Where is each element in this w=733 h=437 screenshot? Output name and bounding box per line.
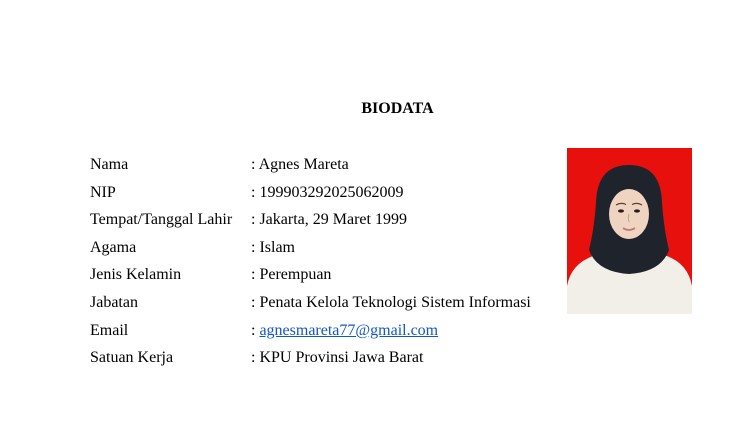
value-nip: 199903292025062009 [259,183,404,201]
value-agama: Islam [259,238,295,256]
separator: : [251,266,260,284]
label-email: Email [90,321,129,339]
label-jabatan: Jabatan [90,293,138,311]
separator: : [251,211,260,229]
separator: : [251,156,259,173]
value-agama-wrap [251,234,295,262]
label-nip: NIP [90,183,116,201]
separator: : [251,238,260,256]
left-eye [618,209,624,212]
profile-photo [567,148,692,314]
value-nama-wrap [251,151,349,179]
label-tempat-tanggal-lahir: Tempat/Tanggal Lahir [90,211,233,229]
value-jk-wrap [251,261,331,289]
value-sk-wrap [251,344,423,372]
label-agama: Agama [90,238,137,256]
separator: : [251,321,260,339]
value-jenis-kelamin: Perempuan [259,266,332,284]
label-nama: Nama [90,156,129,173]
value-nama: Agnes Mareta [258,156,349,173]
separator: : [251,183,260,201]
value-satuan-kerja: KPU Provinsi Jawa Barat [259,349,424,367]
value-tempat-tanggal-lahir: Jakarta, 29 Maret 1999 [259,211,407,229]
value-nip-wrap [251,179,403,207]
separator: : [251,293,260,311]
right-eye [634,209,640,212]
portrait-image [567,148,692,314]
email-link[interactable]: agnesmareta77@gmail.com [259,321,439,339]
value-email-wrap [251,317,438,345]
value-jabatan-wrap [251,289,531,317]
value-jabatan: Penata Kelola Teknologi Sistem Informasi [259,293,531,311]
separator: : [251,349,260,367]
label-satuan-kerja: Satuan Kerja [90,349,174,367]
page-title: BIODATA [361,100,434,117]
label-jenis-kelamin: Jenis Kelamin [90,266,182,284]
value-ttl-wrap [251,206,407,234]
